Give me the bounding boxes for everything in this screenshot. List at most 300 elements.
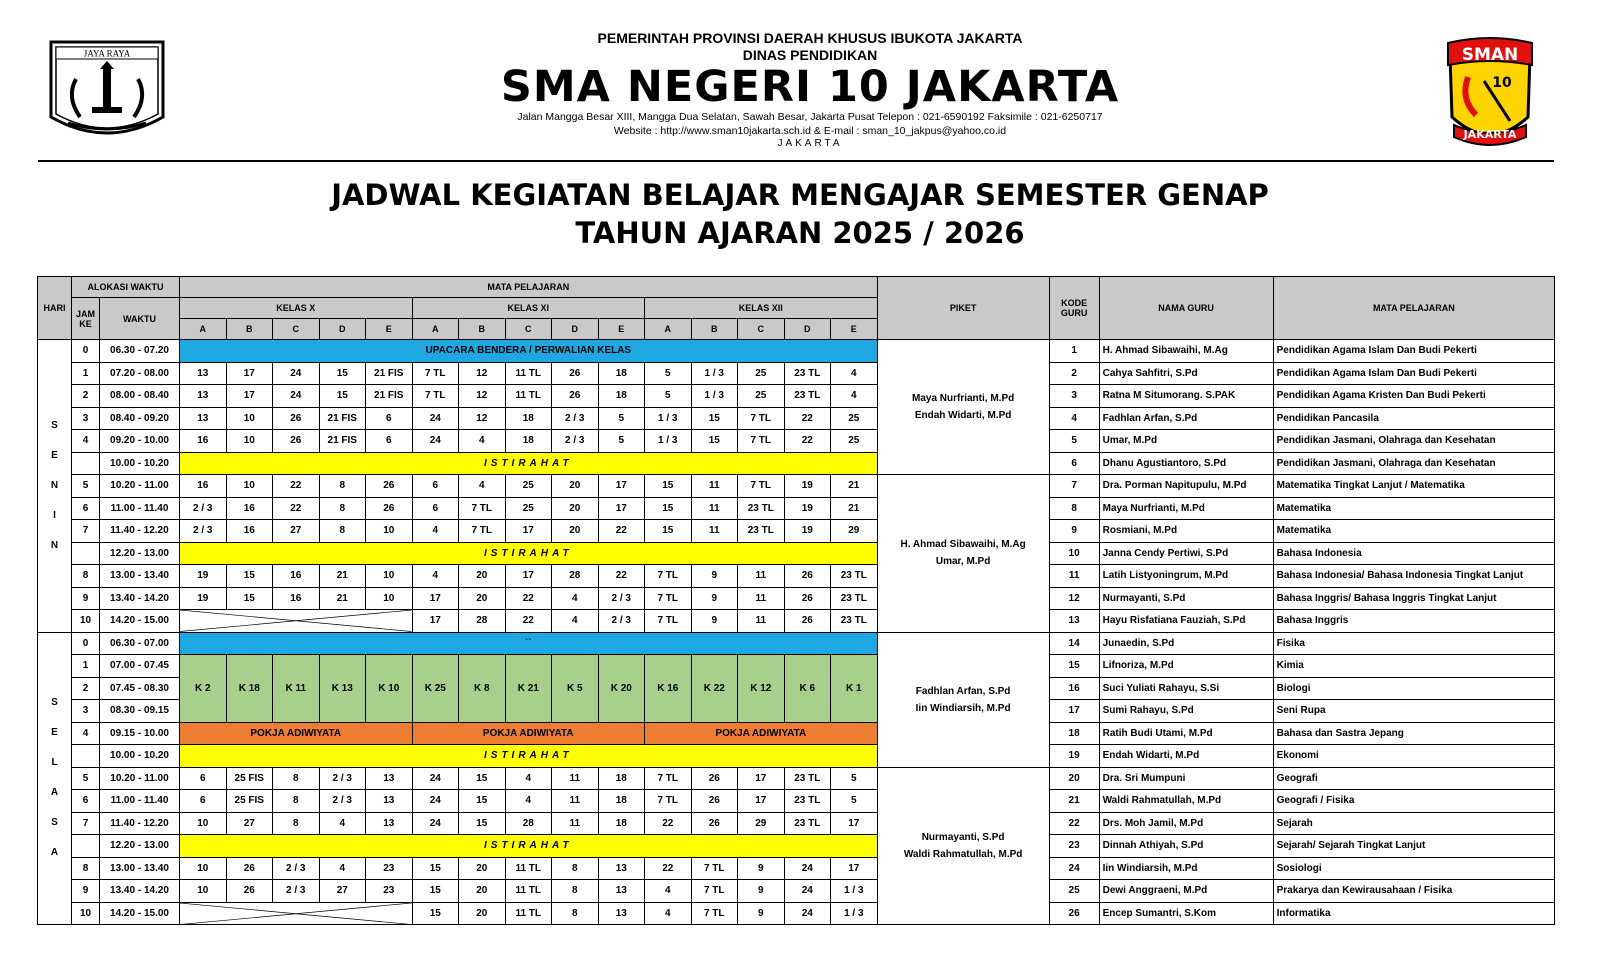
class-cell: 4 — [412, 520, 459, 543]
class-cell: 11 — [738, 565, 785, 588]
waktu: 13.40 - 14.20 — [100, 880, 180, 903]
class-cell: 20 — [459, 857, 506, 880]
section-header: A — [412, 319, 459, 340]
schedule-row — [38, 880, 1555, 903]
city: JAKARTA — [777, 138, 843, 149]
istirahat-bar: ISTIRAHAT — [180, 745, 878, 768]
teacher-name: Suci Yuliati Rahayu, S.Si — [1099, 677, 1273, 700]
class-cell: 27 — [226, 812, 273, 835]
class-cell: 5 — [831, 790, 878, 813]
teacher-name: Endah Widarti, M.Pd — [1099, 745, 1273, 768]
jam-ke: 10 — [72, 610, 100, 633]
class-cell: 7 TL — [738, 407, 785, 430]
teacher-code: 5 — [1049, 430, 1099, 453]
class-cell: 20 — [552, 497, 599, 520]
teacher-name: H. Ahmad Sibawaihi, M.Ag — [1099, 340, 1273, 363]
class-cell: 15 — [412, 857, 459, 880]
section-header: B — [459, 319, 506, 340]
schedule-row — [38, 587, 1555, 610]
school-name: SMA NEGERI 10 JAKARTA — [500, 62, 1120, 112]
class-cell: 21 FIS — [366, 385, 413, 408]
teacher-name: Maya Nurfrianti, M.Pd — [1099, 497, 1273, 520]
class-cell: 17 — [598, 475, 645, 498]
class-cell: 15 — [645, 520, 692, 543]
class-cell: 6 — [412, 475, 459, 498]
class-cell: 4 — [459, 430, 506, 453]
waktu: 11.00 - 11.40 — [100, 790, 180, 813]
class-cell: 23 TL — [831, 587, 878, 610]
pokja-bar: POKJA ADIWIYATA — [412, 722, 645, 745]
class-cell: 4 — [505, 767, 552, 790]
class-cell: 23 TL — [784, 767, 831, 790]
class-cell: K 1 — [831, 655, 878, 723]
teacher-subject: Bahasa Inggris — [1273, 610, 1555, 633]
teacher-subject: Pendidikan Pancasila — [1273, 407, 1555, 430]
letterhead — [0, 0, 1600, 160]
class-cell: K 10 — [366, 655, 413, 723]
class-cell: 23 TL — [784, 790, 831, 813]
jam-ke: 4 — [72, 430, 100, 453]
class-cell: 12 — [459, 407, 506, 430]
col-hari: HARI — [38, 277, 72, 340]
class-cell: 10 — [226, 475, 273, 498]
class-cell: 1 / 3 — [645, 407, 692, 430]
class-cell: 24 — [412, 812, 459, 835]
class-cell: 4 — [412, 565, 459, 588]
class-cell: 4 — [552, 587, 599, 610]
class-cell: 7 TL — [459, 497, 506, 520]
class-cell: 26 — [226, 857, 273, 880]
schedule-row — [38, 542, 1555, 565]
teacher-code: 15 — [1049, 655, 1099, 678]
istirahat-bar: ISTIRAHAT — [180, 452, 878, 475]
class-cell: 5 — [598, 430, 645, 453]
teacher-code: 3 — [1049, 385, 1099, 408]
class-cell: 15 — [459, 767, 506, 790]
teacher-code: 11 — [1049, 565, 1099, 588]
class-cell: 4 — [319, 857, 366, 880]
teacher-subject: Geografi — [1273, 767, 1555, 790]
class-cell: 6 — [412, 497, 459, 520]
class-cell: 26 — [691, 812, 738, 835]
class-cell: 10 — [180, 857, 227, 880]
teacher-code: 14 — [1049, 632, 1099, 655]
col-piket: PIKET — [877, 277, 1049, 340]
class-cell: 17 — [412, 587, 459, 610]
class-cell: 17 — [505, 565, 552, 588]
class-cell: 9 — [738, 857, 785, 880]
teacher-name: Dra. Sri Mumpuni — [1099, 767, 1273, 790]
class-cell: 23 TL — [738, 520, 785, 543]
class-cell: 22 — [273, 475, 320, 498]
jam-ke: 2 — [72, 385, 100, 408]
col-waktu: WAKTU — [100, 298, 180, 340]
sman10-logo — [1440, 37, 1540, 152]
col-kelas-x: KELAS X — [180, 298, 413, 319]
class-cell: 5 — [645, 385, 692, 408]
website: Website : http://www.sman10jakarta.sch.id & E-mail : sman_10_jakpus@yahoo.co.id — [613, 125, 1007, 137]
class-cell: 26 — [273, 407, 320, 430]
class-cell: 22 — [505, 610, 552, 633]
teacher-code: 1 — [1049, 340, 1099, 363]
teacher-name: Nurmayanti, S.Pd — [1099, 587, 1273, 610]
teacher-subject: Bahasa Indonesia/ Bahasa Indonesia Tingkat Lanjut — [1273, 565, 1555, 588]
class-cell: 16 — [226, 520, 273, 543]
teacher-name: Dra. Porman Napitupulu, M.Pd — [1099, 475, 1273, 498]
teacher-subject: Biologi — [1273, 677, 1555, 700]
class-cell: 2 / 3 — [598, 610, 645, 633]
class-cell: 17 — [598, 497, 645, 520]
teacher-name: Rosmiani, M.Pd — [1099, 520, 1273, 543]
teacher-code: 19 — [1049, 745, 1099, 768]
class-cell: 19 — [784, 497, 831, 520]
waktu: 10.20 - 11.00 — [100, 475, 180, 498]
class-cell: 2 / 3 — [552, 407, 599, 430]
piket-cell — [877, 475, 1049, 633]
teacher-code: 23 — [1049, 835, 1099, 858]
section-header: C — [738, 319, 785, 340]
teacher-name: Dhanu Agustiantoro, S.Pd — [1099, 452, 1273, 475]
jam-ke: 5 — [72, 767, 100, 790]
class-cell: 25 FIS — [226, 790, 273, 813]
jam-ke: 10 — [72, 902, 100, 925]
class-cell: 23 TL — [738, 497, 785, 520]
piket-teacher: Nurmayanti, S.Pd — [921, 831, 1005, 843]
schedule-row — [38, 812, 1555, 835]
schedule-row — [38, 430, 1555, 453]
teacher-code: 7 — [1049, 475, 1099, 498]
schedule-row — [38, 745, 1555, 768]
class-cell: 8 — [273, 812, 320, 835]
class-cell: K 13 — [319, 655, 366, 723]
waktu: 08.00 - 08.40 — [100, 385, 180, 408]
class-cell: 7 TL — [645, 767, 692, 790]
piket-teacher: Iin Windiarsih, M.Pd — [915, 702, 1011, 714]
section-header: A — [180, 319, 227, 340]
schedule-table — [37, 276, 1555, 925]
class-cell: 28 — [459, 610, 506, 633]
class-cell: 8 — [319, 475, 366, 498]
teacher-code: 22 — [1049, 812, 1099, 835]
waktu: 13.00 - 13.40 — [100, 857, 180, 880]
class-cell: K 20 — [598, 655, 645, 723]
class-cell: 4 — [319, 812, 366, 835]
class-cell: 23 — [366, 880, 413, 903]
jam-ke: 9 — [72, 880, 100, 903]
waktu: 10.00 - 10.20 — [100, 452, 180, 475]
class-cell: 19 — [784, 475, 831, 498]
class-cell: 4 — [831, 362, 878, 385]
class-cell: 10 — [366, 565, 413, 588]
class-cell: K 22 — [691, 655, 738, 723]
col-kelas-xi: KELAS XI — [412, 298, 645, 319]
class-cell: 21 — [319, 587, 366, 610]
piket-teacher: H. Ahmad Sibawaihi, M.Ag — [900, 539, 1026, 551]
istirahat-bar: ISTIRAHAT — [180, 835, 878, 858]
piket-cell — [877, 340, 1049, 475]
class-cell: 2 / 3 — [552, 430, 599, 453]
class-cell: 20 — [552, 475, 599, 498]
teacher-name: Dewi Anggraeni, M.Pd — [1099, 880, 1273, 903]
class-cell: 27 — [319, 880, 366, 903]
class-cell: 26 — [691, 767, 738, 790]
class-cell: 17 — [831, 812, 878, 835]
class-cell: 24 — [412, 430, 459, 453]
section-header: D — [784, 319, 831, 340]
teacher-code: 24 — [1049, 857, 1099, 880]
class-cell: 13 — [366, 767, 413, 790]
class-cell: 7 TL — [645, 610, 692, 633]
class-cell: 21 — [831, 475, 878, 498]
jam-ke: 8 — [72, 857, 100, 880]
class-cell: K 25 — [412, 655, 459, 723]
class-cell: 22 — [784, 407, 831, 430]
jam-ke: 2 — [72, 677, 100, 700]
class-cell: 11 TL — [505, 902, 552, 925]
col-kelas-xii: KELAS XII — [645, 298, 878, 319]
class-cell: K 12 — [738, 655, 785, 723]
class-cell: 4 — [645, 880, 692, 903]
class-cell: 2 / 3 — [180, 520, 227, 543]
class-cell: 17 — [505, 520, 552, 543]
teacher-subject: Pendidikan Jasmani, Olahraga dan Kesehatan — [1273, 430, 1555, 453]
class-cell: 23 — [366, 857, 413, 880]
class-cell: 7 TL — [691, 857, 738, 880]
class-cell: 15 — [459, 790, 506, 813]
teacher-subject: Kimia — [1273, 655, 1555, 678]
class-cell: 10 — [180, 880, 227, 903]
class-cell: 11 — [738, 587, 785, 610]
schedule-row — [38, 632, 1555, 655]
class-cell: 7 TL — [738, 475, 785, 498]
teacher-code: 26 — [1049, 902, 1099, 925]
waktu: 10.20 - 11.00 — [100, 767, 180, 790]
jam-ke: 5 — [72, 475, 100, 498]
class-cell: 2 / 3 — [273, 880, 320, 903]
class-cell: 13 — [366, 812, 413, 835]
schedule-row — [38, 902, 1555, 925]
class-cell: 22 — [645, 812, 692, 835]
jam-ke: 7 — [72, 520, 100, 543]
teacher-code: 17 — [1049, 700, 1099, 723]
teacher-name: Ratih Budi Utami, M.Pd — [1099, 722, 1273, 745]
class-cell: 1 / 3 — [691, 385, 738, 408]
teacher-subject: Ekonomi — [1273, 745, 1555, 768]
class-cell: 23 TL — [831, 565, 878, 588]
class-cell: 26 — [552, 385, 599, 408]
schedule-row — [38, 452, 1555, 475]
class-cell: 25 — [738, 362, 785, 385]
waktu: 09.15 - 10.00 — [100, 722, 180, 745]
schedule-row — [38, 475, 1555, 498]
class-cell: 1 / 3 — [831, 902, 878, 925]
class-cell: 21 — [831, 497, 878, 520]
class-cell: 7 TL — [645, 565, 692, 588]
class-cell: 15 — [319, 362, 366, 385]
waktu: 11.40 - 12.20 — [100, 812, 180, 835]
schedule-row — [38, 790, 1555, 813]
teacher-subject: Bahasa Inggris/ Bahasa Inggris Tingkat Lanjut — [1273, 587, 1555, 610]
class-cell: 6 — [180, 790, 227, 813]
class-cell: 15 — [691, 430, 738, 453]
teacher-subject: Pendidikan Agama Islam Dan Budi Pekerti — [1273, 340, 1555, 363]
class-cell: 26 — [273, 430, 320, 453]
class-cell: 5 — [645, 362, 692, 385]
class-cell: 7 TL — [645, 587, 692, 610]
teacher-code: 21 — [1049, 790, 1099, 813]
section-header: E — [831, 319, 878, 340]
pokja-bar: POKJA ADIWIYATA — [180, 722, 413, 745]
class-cell: 2 / 3 — [180, 497, 227, 520]
class-cell: 24 — [412, 790, 459, 813]
class-cell: 8 — [273, 767, 320, 790]
class-cell: 17 — [738, 790, 785, 813]
class-cell: 15 — [691, 407, 738, 430]
schedule-row — [38, 407, 1555, 430]
class-cell: 5 — [831, 767, 878, 790]
class-cell: 25 — [831, 407, 878, 430]
class-cell: 10 — [226, 407, 273, 430]
class-cell: 20 — [552, 520, 599, 543]
piket-teacher: Waldi Rahmatullah, M.Pd — [903, 848, 1023, 860]
class-cell: 28 — [505, 812, 552, 835]
jam-ke: 0 — [72, 340, 100, 363]
section-header: B — [226, 319, 273, 340]
class-cell: 15 — [319, 385, 366, 408]
class-cell: 8 — [319, 520, 366, 543]
section-header: B — [691, 319, 738, 340]
teacher-code: 16 — [1049, 677, 1099, 700]
teacher-subject: Sejarah — [1273, 812, 1555, 835]
jam-ke — [72, 745, 100, 768]
class-cell: 7 TL — [412, 385, 459, 408]
waktu: 11.40 - 12.20 — [100, 520, 180, 543]
teacher-code: 18 — [1049, 722, 1099, 745]
class-cell: 19 — [784, 520, 831, 543]
col-alokasi: ALOKASI WAKTU — [72, 277, 180, 298]
jakarta-emblem-logo — [48, 39, 166, 147]
class-cell: 15 — [226, 565, 273, 588]
class-cell: 20 — [459, 880, 506, 903]
waktu: 08.40 - 09.20 — [100, 407, 180, 430]
class-cell: 2 / 3 — [319, 790, 366, 813]
class-cell: 15 — [226, 587, 273, 610]
class-cell: 15 — [645, 475, 692, 498]
document-title — [0, 176, 1600, 252]
class-cell: 16 — [180, 475, 227, 498]
class-cell: 20 — [459, 565, 506, 588]
jam-ke: 3 — [72, 407, 100, 430]
class-cell: 12 — [459, 385, 506, 408]
class-cell: 9 — [738, 880, 785, 903]
col-kode-guru: KODE GURU — [1049, 277, 1099, 340]
class-cell: 4 — [552, 610, 599, 633]
class-cell: 20 — [459, 587, 506, 610]
teacher-name: Latih Listyoningrum, M.Pd — [1099, 565, 1273, 588]
class-cell: 24 — [412, 767, 459, 790]
teacher-code: 2 — [1049, 362, 1099, 385]
class-cell: 19 — [180, 587, 227, 610]
class-cell: 2 / 3 — [273, 857, 320, 880]
class-cell: 11 — [552, 790, 599, 813]
class-cell: 22 — [273, 497, 320, 520]
schedule-row — [38, 655, 1555, 678]
class-cell: 26 — [226, 880, 273, 903]
waktu: 08.30 - 09.15 — [100, 700, 180, 723]
waktu: 13.00 - 13.40 — [100, 565, 180, 588]
class-cell: 11 — [552, 767, 599, 790]
class-cell: 5 — [598, 407, 645, 430]
svg-text:JAKARTA: JAKARTA — [1463, 128, 1517, 141]
ceremony-bar: UPACARA BENDERA / PERWALIAN KELAS — [180, 340, 878, 363]
class-cell: 17 — [738, 767, 785, 790]
waktu: 12.20 - 13.00 — [100, 542, 180, 565]
teacher-name: Dinnah Athiyah, S.Pd — [1099, 835, 1273, 858]
teacher-name: Janna Cendy Pertiwi, S.Pd — [1099, 542, 1273, 565]
schedule-row — [38, 520, 1555, 543]
class-cell: 21 FIS — [366, 362, 413, 385]
class-cell: 24 — [784, 880, 831, 903]
class-cell: 8 — [319, 497, 366, 520]
class-cell: 10 — [366, 587, 413, 610]
class-cell: 7 TL — [691, 902, 738, 925]
class-cell: 18 — [598, 790, 645, 813]
dept-line: DINAS PENDIDIKAN — [742, 47, 878, 63]
class-cell: 11 TL — [505, 857, 552, 880]
class-cell: 11 TL — [505, 880, 552, 903]
teacher-subject: Bahasa Indonesia — [1273, 542, 1555, 565]
class-cell: 1 / 3 — [691, 362, 738, 385]
class-cell: 7 TL — [412, 362, 459, 385]
letterhead-divider — [38, 160, 1554, 162]
waktu: 06.30 - 07.20 — [100, 340, 180, 363]
section-header: C — [505, 319, 552, 340]
teacher-name: Hayu Risfatiana Fauziah, S.Pd — [1099, 610, 1273, 633]
class-cell: 22 — [598, 565, 645, 588]
teacher-subject: Geografi / Fisika — [1273, 790, 1555, 813]
empty-crossed-cell — [180, 902, 413, 925]
teacher-subject: Matematika — [1273, 497, 1555, 520]
class-cell: 6 — [180, 767, 227, 790]
waktu: 14.20 - 15.00 — [100, 902, 180, 925]
class-cell: 6 — [366, 407, 413, 430]
class-cell: 7 TL — [459, 520, 506, 543]
class-cell: 16 — [273, 565, 320, 588]
class-cell: 10 — [180, 812, 227, 835]
waktu: 13.40 - 14.20 — [100, 587, 180, 610]
class-cell: 9 — [691, 565, 738, 588]
ceremony-bar: `` — [180, 632, 878, 655]
class-cell: K 18 — [226, 655, 273, 723]
teacher-name: Sumi Rahayu, S.Pd — [1099, 700, 1273, 723]
class-cell: 29 — [831, 520, 878, 543]
piket-cell — [877, 632, 1049, 767]
jam-ke: 3 — [72, 700, 100, 723]
class-cell: 23 TL — [784, 385, 831, 408]
class-cell: 19 — [180, 565, 227, 588]
waktu: 10.00 - 10.20 — [100, 745, 180, 768]
class-cell: K 6 — [784, 655, 831, 723]
title-line-2: TAHUN AJARAN 2025 / 2026 — [575, 216, 1025, 250]
col-nama-guru: NAMA GURU — [1099, 277, 1273, 340]
class-cell: 23 TL — [784, 362, 831, 385]
teacher-subject: Sosiologi — [1273, 857, 1555, 880]
class-cell: 4 — [459, 475, 506, 498]
teacher-subject: Prakarya dan Kewirausahaan / Fisika — [1273, 880, 1555, 903]
class-cell: 4 — [505, 790, 552, 813]
class-cell: 24 — [784, 902, 831, 925]
class-cell: 11 TL — [505, 385, 552, 408]
